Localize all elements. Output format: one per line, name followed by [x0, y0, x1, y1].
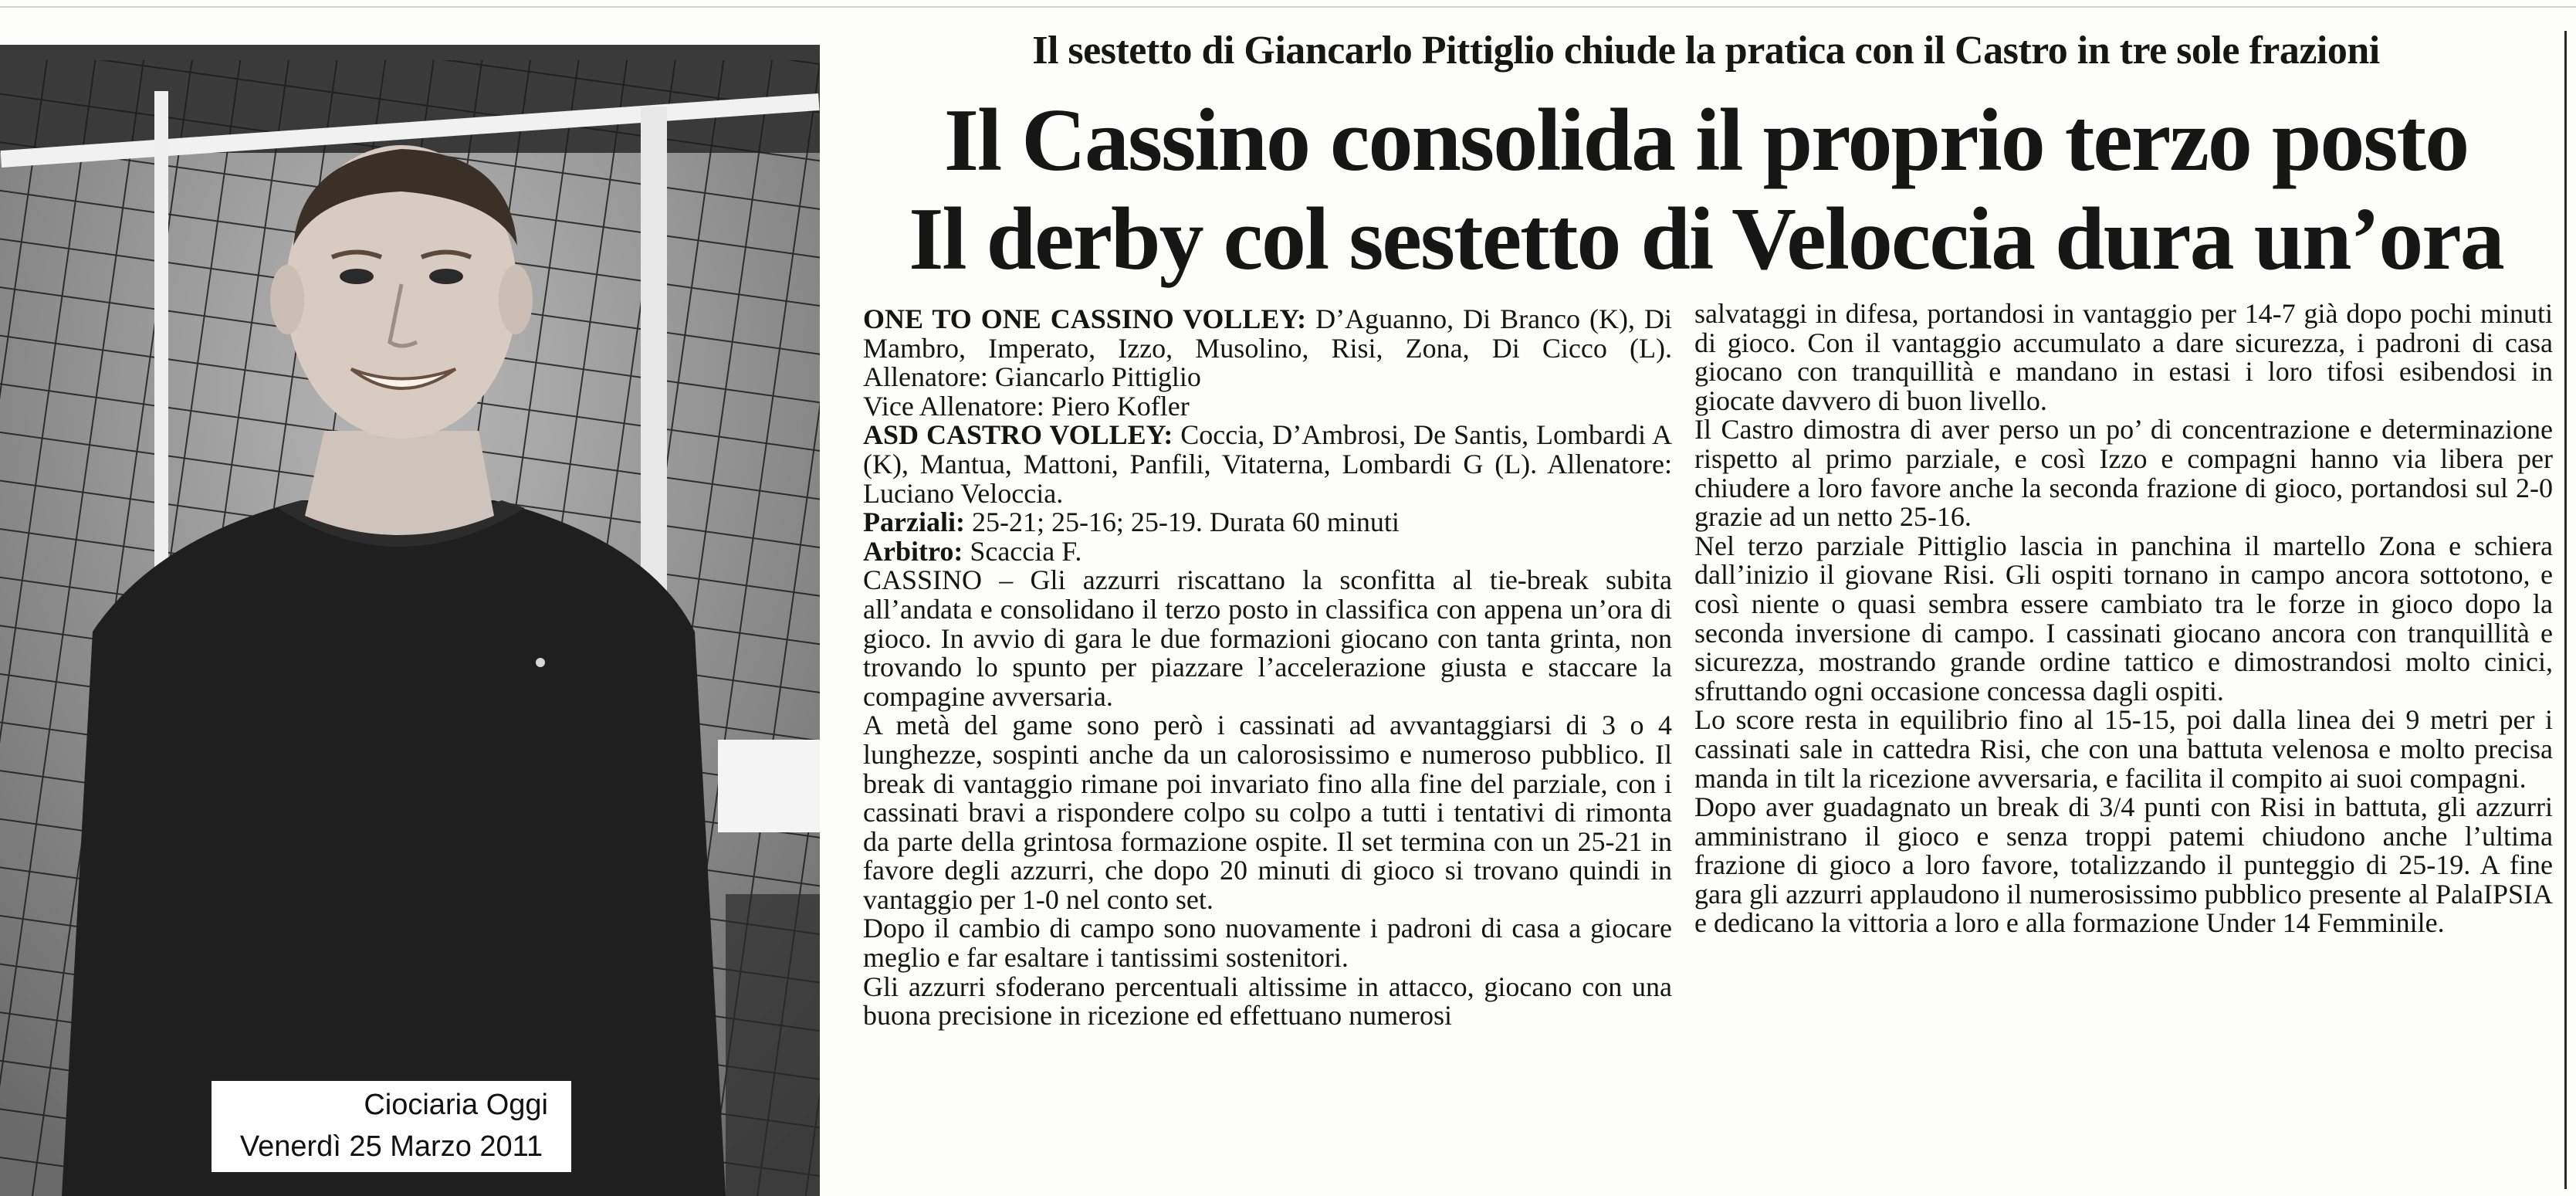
partial-scores-text: 25-21; 25-16; 25-19. Durata 60 minuti: [964, 507, 1400, 538]
article-headline: [849, 91, 2563, 289]
top-divider: [0, 6, 2576, 8]
newspaper-name: Ciociaria Oggi: [364, 1089, 548, 1121]
referee: [863, 537, 1672, 567]
article-column-right: [1694, 300, 2553, 938]
body-paragraph: Il Castro dimostra di aver perso un po’ di concentrazione e determinazione rispetto al primo parziale, e così Izzo e compagni hanno via libera per chiudere a loro favore anche la seconda frazione di gioco, portandosi sul 2-0 grazie ad un netto 25-16.: [1694, 414, 2553, 533]
body-paragraph: Dopo il cambio di campo sono nuovamente i padroni di casa a giocare meglio e far esaltare i tantissimi sostenitori.: [863, 913, 1672, 974]
team2-lineup: [863, 421, 1672, 508]
body-paragraph: Lo score resta in equilibrio fino al 15-15, poi dalla linea dei 9 metri per i cassinati sale in cattedra Risi, che con una battuta velenosa e molto precisa manda in tilt la ricezione avversaria, e facilita il compito ai suoi compagni.: [1694, 704, 2553, 794]
body-paragraph: salvataggi in difesa, portandosi in vantaggio per 14-7 già dopo pochi minuti di gioco. Con il vantaggio accumulato a dare sicurezza, i padroni di casa giocano con tranquillità e mandano in estasi i loro tifosi esibendosi in giocate davvero di buon livello.: [1694, 298, 2553, 416]
article-kicker: Il sestetto di Giancarlo Pittiglio chiude la pratica con il Castro in tre sole frazioni: [1032, 29, 2380, 73]
team1-lineup: [863, 305, 1672, 392]
headline-line-1: Il Cassino consolida il proprio terzo posto: [943, 91, 2469, 190]
team2-label: ASD CASTRO VOLLEY:: [863, 419, 1173, 451]
team1-vice-coach: Vice Allenatore: Piero Kofler: [863, 390, 1190, 422]
right-divider: [2564, 31, 2567, 1189]
referee-label: Arbitro:: [863, 535, 963, 567]
body-paragraph: CASSINO – Gli azzurri riscattano la sconfitta al tie-break subita all’andata e consolidano il terzo posto in classifica con appena un’ora di gioco. In avvio di gara le due formazioni giocano con tanta grinta, non trovando lo spunto per piazzare l’accelerazione giusta e staccare la compagine avversaria.: [863, 564, 1672, 712]
headline-line-2: Il derby col sestetto di Veloccia dura un’ora: [909, 190, 2503, 289]
partial-scores: [863, 508, 1672, 537]
photo-illustration: [0, 45, 820, 1196]
player-coach-photo: [0, 45, 820, 1196]
article-column-left: [863, 305, 1672, 1031]
body-paragraph: Dopo aver guadagnato un break di 3/4 punti con Risi in battuta, gli azzurri amministrano il gioco e senza troppi patemi chiudono anche l’ultima frazione di gioco a loro favore, totalizzando il punteggio di 25-19. A fine gara gli azzurri applaudono il numerosissimo pubblico presente al PalaIPSIA e dedicano la vittoria a loro e alla formazione Under 14 Femminile.: [1694, 791, 2553, 939]
body-paragraph: A metà del game sono però i cassinati ad avvantaggiarsi di 3 o 4 lunghezze, sospinti anche da un calorosissimo e numeroso pubblico. Il break di vantaggio rimane poi invariato fino alla fine del parziale, con i cassinati bravi a rispondere colpo su colpo a tutti i tentativi di rimonta da parte della grintosa formazione ospite. Il set termina con un 25-21 in favore degli azzurri, che dopo 20 minuti di gioco si trovano quindi in vantaggio per 1-0 nel conto set.: [863, 710, 1672, 915]
team1-label: ONE TO ONE CASSINO VOLLEY:: [863, 303, 1307, 334]
publication-date: Venerdì 25 Marzo 2011: [239, 1130, 543, 1163]
newspaper-caption: [210, 1079, 573, 1174]
partial-scores-label: Parziali:: [863, 507, 965, 538]
body-paragraph: Gli azzurri sfoderano percentuali altissime in attacco, giocano con una buona precisione in ricezione ed effettuano numerosi: [863, 971, 1672, 1032]
team2-players: Coccia, D’Ambrosi, De Santis, Lombardi A (K), Mantua, Mattoni, Panfili, Vitaterna, Lombardi G (L). Allenatore: Luciano Veloccia.: [863, 419, 1672, 509]
team1-players: D’Aguanno, Di Branco (K), Di Mambro, Imperato, Izzo, Musolino, Risi, Zona, Di Cicco (L). Allenatore: Giancarlo Pittiglio: [863, 303, 1672, 393]
body-paragraph: Nel terzo parziale Pittiglio lascia in panchina il martello Zona e schiera dall’inizio il giovane Risi. Gli ospiti tornano in campo ancora sottotono, e così niente o quasi sembra essere cambiato tra le forze in gioco dopo la seconda inversione di campo. I cassinati giocano ancora con tranquillità e sicurezza, mostrando grande ordine tattico e dimostrandosi molto cinici, sfruttando ogni occasione concessa dagli ospiti.: [1694, 530, 2553, 706]
referee-name: Scaccia F.: [963, 535, 1082, 567]
